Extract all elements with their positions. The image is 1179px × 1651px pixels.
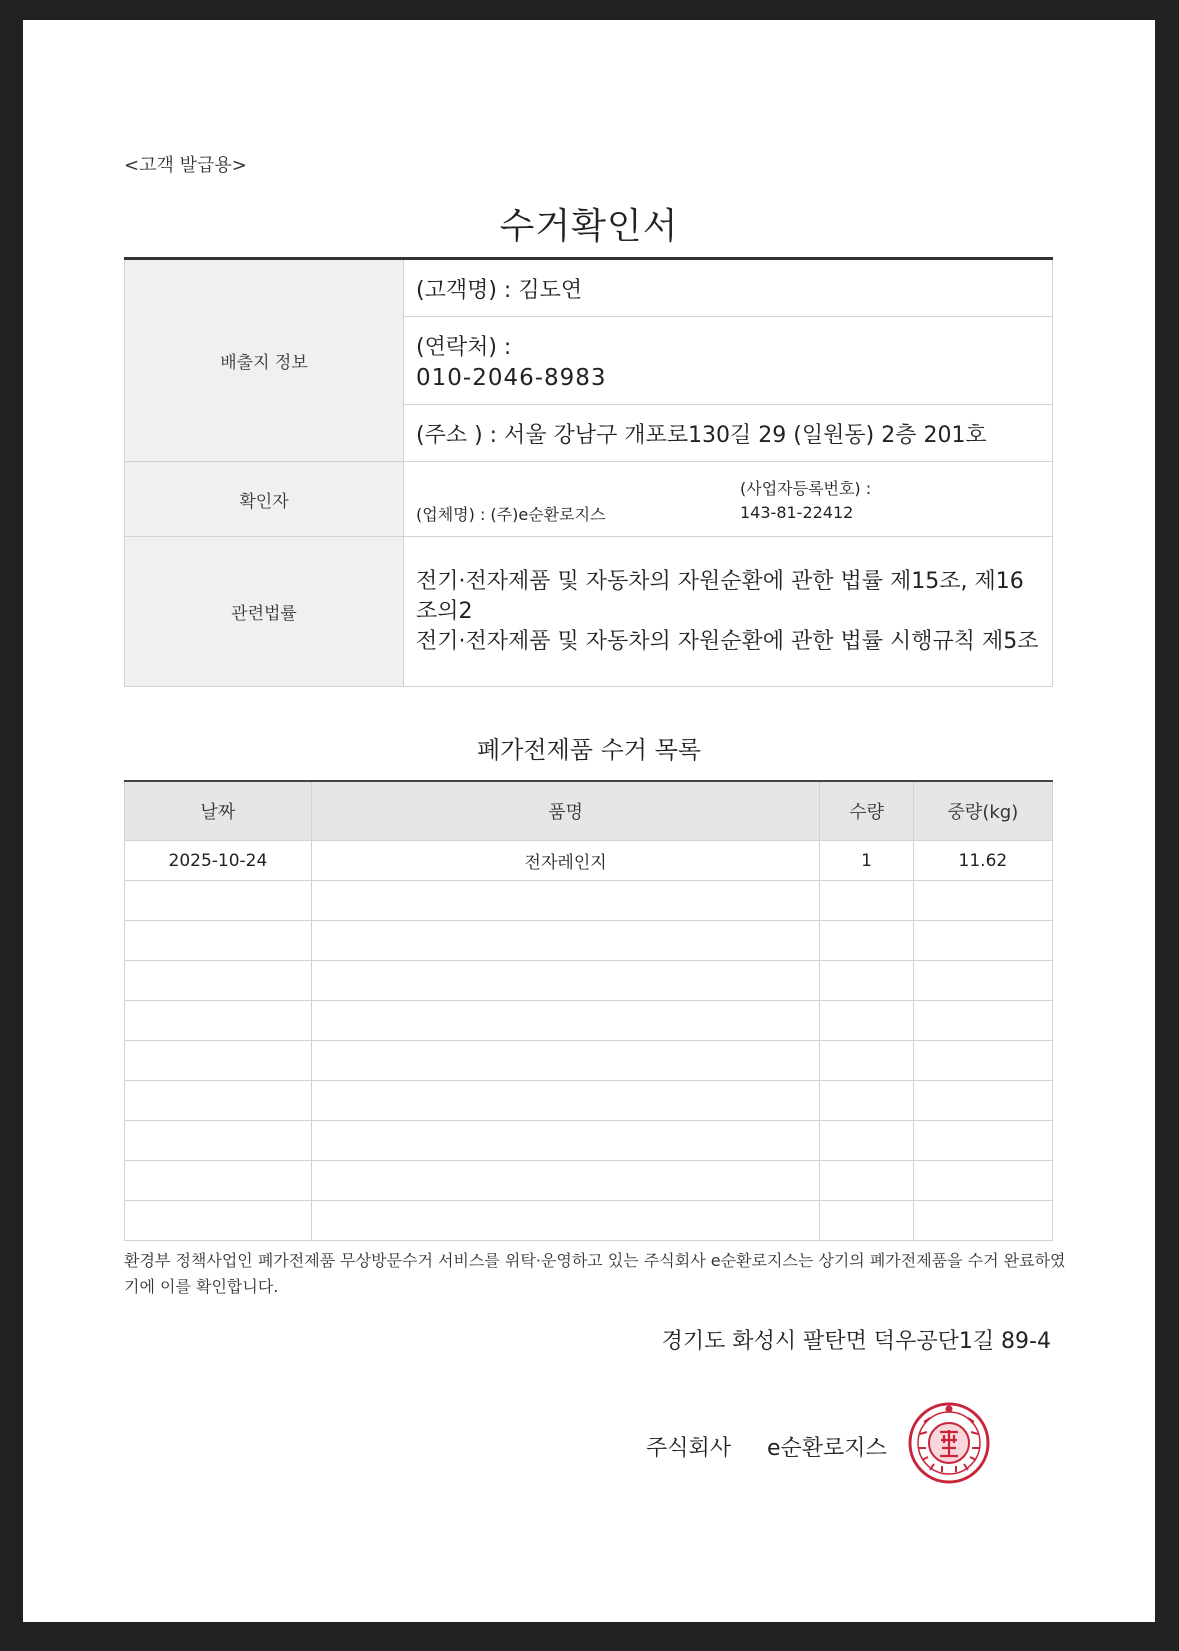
cell-date xyxy=(125,1121,312,1161)
cell-qty xyxy=(820,1081,913,1121)
cell-weight xyxy=(913,1121,1052,1161)
cell-name xyxy=(311,1161,820,1201)
cell-weight xyxy=(913,961,1052,1001)
cell-name xyxy=(311,961,820,1001)
table-row xyxy=(125,841,1053,881)
cell-weight: 11.62 xyxy=(913,841,1052,881)
contact-phone: 010-2046-8983 xyxy=(416,365,607,391)
contact-label: (연락처) : xyxy=(416,335,512,360)
cell-date xyxy=(125,961,312,1001)
cell-name xyxy=(311,1041,820,1081)
cell-weight xyxy=(913,881,1052,921)
col-header-qty: 수량 xyxy=(820,781,913,841)
table-row xyxy=(125,961,1053,1001)
table-row xyxy=(125,1001,1053,1041)
customer-address: (주소 ) : 서울 강남구 개포로130길 29 (일원동) 2층 201호 xyxy=(404,405,1053,462)
cell-weight xyxy=(913,1161,1052,1201)
biz-no-label: (사업자등록번호) : xyxy=(740,479,872,498)
cell-qty xyxy=(820,961,913,1001)
table-row xyxy=(125,1041,1053,1081)
cell-qty: 1 xyxy=(820,841,913,881)
page-title: 수거확인서 xyxy=(499,206,679,247)
cell-date xyxy=(125,1201,312,1241)
company-address: 경기도 화성시 팔탄면 덕우공단1길 89-4 xyxy=(661,1329,1051,1354)
items-table xyxy=(124,780,1053,1241)
biz-no-block xyxy=(740,477,871,525)
cell-name xyxy=(311,1121,820,1161)
company-name: (업체명) : (주)e순환로지스 xyxy=(416,505,606,524)
cell-name: 전자레인지 xyxy=(311,841,820,881)
company-seal-icon xyxy=(908,1402,990,1484)
table-row xyxy=(125,1121,1053,1161)
cell-date xyxy=(125,921,312,961)
table-row xyxy=(125,1201,1053,1241)
cell-date xyxy=(125,881,312,921)
col-header-date: 날짜 xyxy=(125,781,312,841)
cell-qty xyxy=(820,921,913,961)
confirmer-cell xyxy=(404,462,1053,537)
cell-name xyxy=(311,881,820,921)
cell-qty xyxy=(820,1201,913,1241)
cell-name xyxy=(311,1001,820,1041)
confirmer-head: 확인자 xyxy=(125,462,404,537)
cell-weight xyxy=(913,1041,1052,1081)
table-row xyxy=(125,881,1053,921)
law-head: 관련법률 xyxy=(125,537,404,687)
cell-date xyxy=(125,1081,312,1121)
company-prefix: 주식회사 xyxy=(646,1436,732,1461)
company-signature xyxy=(646,1431,887,1462)
cell-qty xyxy=(820,1161,913,1201)
law-line-2: 전기·전자제품 및 자동차의 자원순환에 관한 법률 시행규칙 제5조 xyxy=(416,628,1039,654)
cell-name xyxy=(311,1081,820,1121)
list-title: 폐가전제품 수거 목록 xyxy=(477,736,701,764)
confirmation-statement: 환경부 정책사업인 폐가전제품 무상방문수거 서비스를 위탁·운영하고 있는 주식회사 e순환로지스는 상기의 폐가전제품을 수거 완료하였기에 이를 확인합니다. xyxy=(124,1251,1066,1296)
cell-qty xyxy=(820,1001,913,1041)
col-header-weight: 중량(kg) xyxy=(913,781,1052,841)
company-name-sign: e순환로지스 xyxy=(767,1436,887,1461)
cell-date xyxy=(125,1001,312,1041)
customer-name: (고객명) : 김도연 xyxy=(404,259,1053,317)
cell-name xyxy=(311,921,820,961)
table-row xyxy=(125,921,1053,961)
contact-cell xyxy=(404,317,1053,405)
cell-qty xyxy=(820,1041,913,1081)
table-row xyxy=(125,1081,1053,1121)
law-cell xyxy=(404,537,1053,687)
cell-qty xyxy=(820,1121,913,1161)
cell-weight xyxy=(913,1201,1052,1241)
cell-name xyxy=(311,1201,820,1241)
col-header-name: 품명 xyxy=(311,781,820,841)
info-table xyxy=(124,257,1053,687)
discharge-info-head: 배출지 정보 xyxy=(125,259,404,462)
cell-date xyxy=(125,1041,312,1081)
cell-date: 2025-10-24 xyxy=(125,841,312,881)
copy-label: <고객 발급용> xyxy=(124,155,247,176)
law-line-1: 전기·전자제품 및 자동차의 자원순환에 관한 법률 제15조, 제16조의2 xyxy=(416,568,1024,624)
cell-weight xyxy=(913,1001,1052,1041)
cell-weight xyxy=(913,1081,1052,1121)
cell-date xyxy=(125,1161,312,1201)
cell-weight xyxy=(913,921,1052,961)
table-row xyxy=(125,1161,1053,1201)
cell-qty xyxy=(820,881,913,921)
biz-no: 143-81-22412 xyxy=(740,503,854,522)
document-page xyxy=(23,20,1155,1622)
